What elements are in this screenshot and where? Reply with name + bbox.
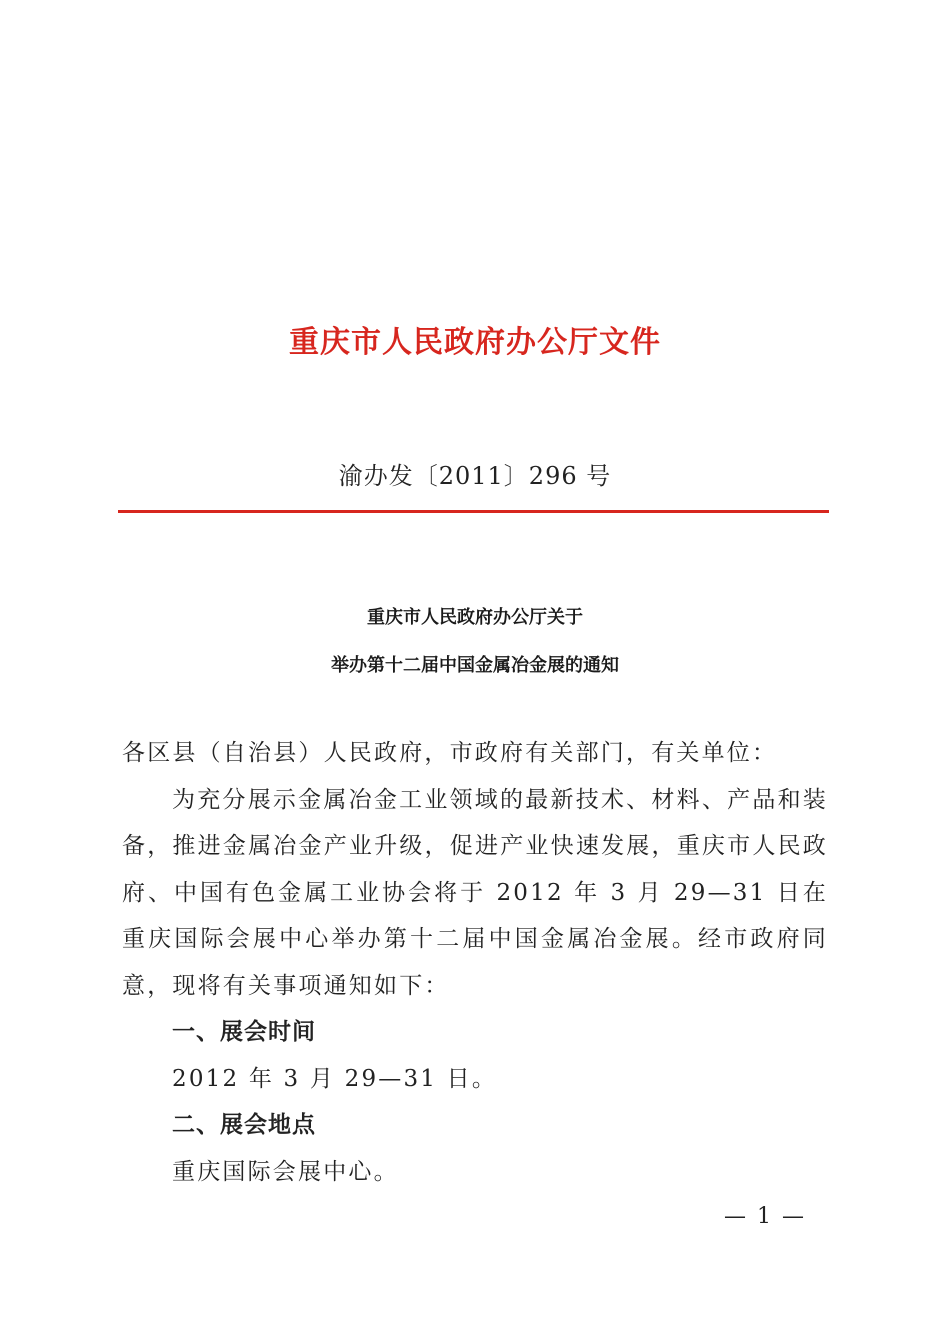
intro-paragraph: 为充分展示金属冶金工业领域的最新技术、材料、产品和装备，推进金属冶金产业升级，促进产业快速发展，重庆市人民政府、中国有色金属工业协会将于 2012 年 3 月 29—31 日在重庆国际会展中心举办第十二届中国金属冶金展。经市政府同意，现将有关事项通知如下：: [122, 786, 828, 999]
document-body: [122, 730, 828, 1195]
title-line-2: 举办第十二届中国金属冶金展的通知: [331, 655, 619, 676]
section-heading-time: 一、展会时间: [172, 1019, 316, 1045]
page-number: — 1 —: [724, 1204, 806, 1229]
title-line-1: 重庆市人民政府办公厅关于: [367, 607, 583, 628]
document-number: 渝办发〔2011〕296 号: [338, 462, 612, 490]
section-content-time: 2012 年 3 月 29—31 日。: [172, 1065, 498, 1092]
section-heading-location: 二、展会地点: [172, 1112, 316, 1138]
salutation: 各区县（自治县）人民政府，市政府有关部门，有关单位：: [122, 740, 778, 766]
section-content-location: 重庆国际会展中心。: [172, 1158, 399, 1185]
document-title: [0, 594, 950, 690]
red-separator-line: [118, 510, 829, 513]
document-masthead: 重庆市人民政府办公厅文件: [289, 325, 661, 360]
